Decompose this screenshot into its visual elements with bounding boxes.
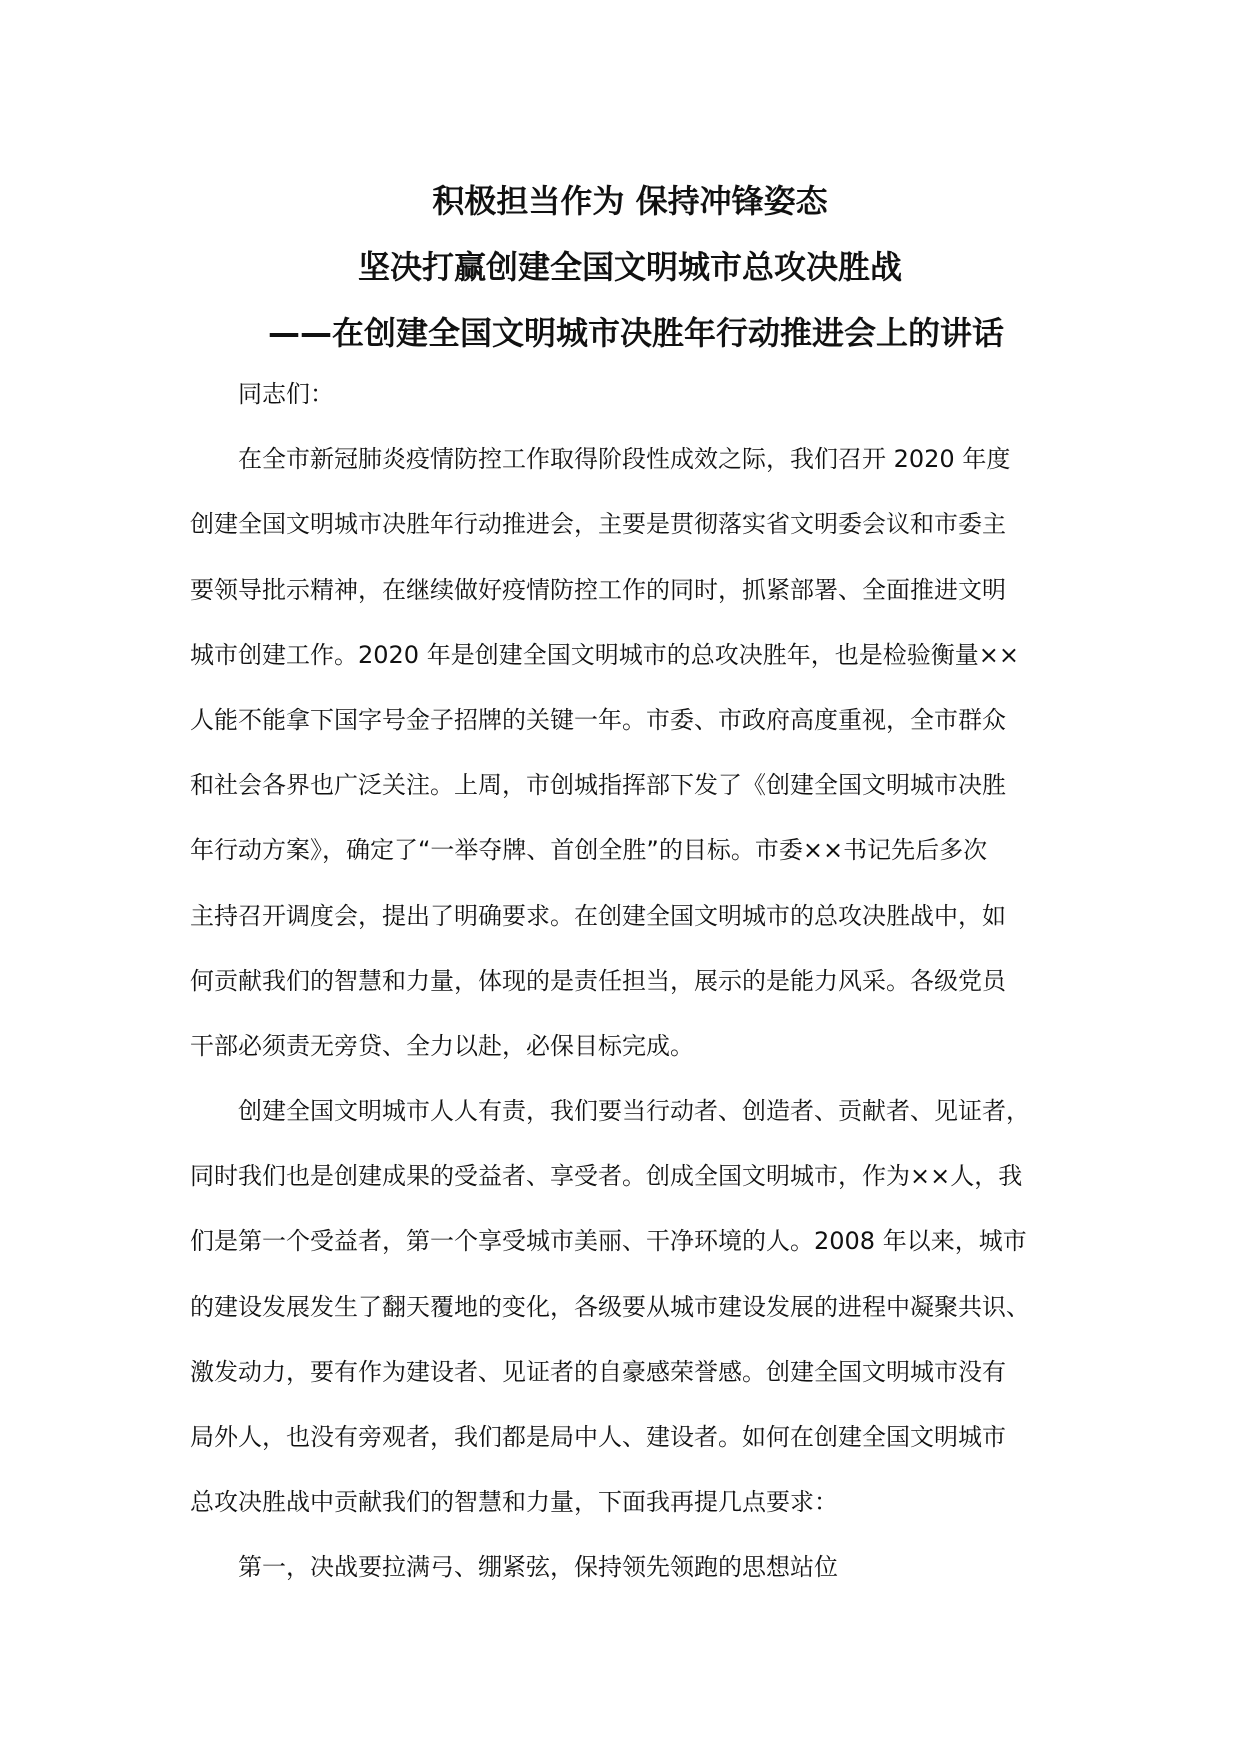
subtitle-line: ——在创建全国文明城市决胜年行动推进会上的讲话 <box>268 314 1005 352</box>
paragraph-line: 创建全国文明城市人人有责，我们要当行动者、创造者、贡献者、见证者， <box>238 1097 1030 1126</box>
paragraph-line: 局外人，也没有旁观者，我们都是局中人、建设者。如何在创建全国文明城市 <box>190 1423 1006 1451</box>
paragraph-line: 年行动方案》，确定了“一举夺牌、首创全胜”的目标。市委××书记先后多次 <box>190 836 988 865</box>
title-line-2: 坚决打赢创建全国文明城市总攻决胜战 <box>357 248 902 286</box>
paragraph-line: 和社会各界也广泛关注。上周，市创城指挥部下发了《创建全国文明城市决胜 <box>190 771 1006 800</box>
paragraph-line: 在全市新冠肺炎疫情防控工作取得阶段性成效之际，我们召开 2020 年度 <box>238 445 1011 474</box>
salutation: 同志们： <box>238 380 334 408</box>
paragraph-line: 人能不能拿下国字号金子招牌的关键一年。市委、市政府高度重视，全市群众 <box>190 705 1006 734</box>
paragraph-line: 们是第一个受益者，第一个享受城市美丽、干净环境的人。2008 年以来，城市 <box>190 1227 1027 1256</box>
paragraph-line: 主持召开调度会，提出了明确要求。在创建全国文明城市的总攻决胜战中，如 <box>190 901 1006 930</box>
paragraph-1 <box>190 427 1070 1079</box>
title-line-1: 积极担当作为 保持冲锋姿态 <box>432 182 828 220</box>
paragraph-2 <box>190 1079 1070 1535</box>
paragraph-line: 创建全国文明城市决胜年行动推进会，主要是贯彻落实省文明委会议和市委主 <box>190 510 1006 539</box>
paragraph-line: 激发动力，要有作为建设者、见证者的自豪感荣誉感。创建全国文明城市没有 <box>190 1357 1006 1386</box>
speech-title <box>0 168 1240 366</box>
paragraph-line: 的建设发展发生了翻天覆地的变化，各级要从城市建设发展的进程中凝聚共识、 <box>190 1292 1030 1321</box>
paragraph-line: 城市创建工作。2020 年是创建全国文明城市的总攻决胜年，也是检验衡量×× <box>190 640 1019 669</box>
section-heading-1: 第一，决战要拉满弓、绷紧弦，保持领先领跑的思想站位 <box>238 1553 838 1582</box>
paragraph-line: 总攻决胜战中贡献我们的智慧和力量，下面我再提几点要求： <box>190 1488 838 1517</box>
paragraph-line: 何贡献我们的智慧和力量，体现的是责任担当，展示的是能力风采。各级党员 <box>190 966 1006 995</box>
paragraph-line: 干部必须责无旁贷、全力以赴，必保目标完成。 <box>190 1031 694 1060</box>
speech-body <box>190 362 1070 1601</box>
paragraph-line: 要领导批示精神，在继续做好疫情防控工作的同时，抓紧部署、全面推进文明 <box>190 575 1006 604</box>
paragraph-line: 同时我们也是创建成果的受益者、享受者。创成全国文明城市，作为××人，我 <box>190 1162 1023 1191</box>
